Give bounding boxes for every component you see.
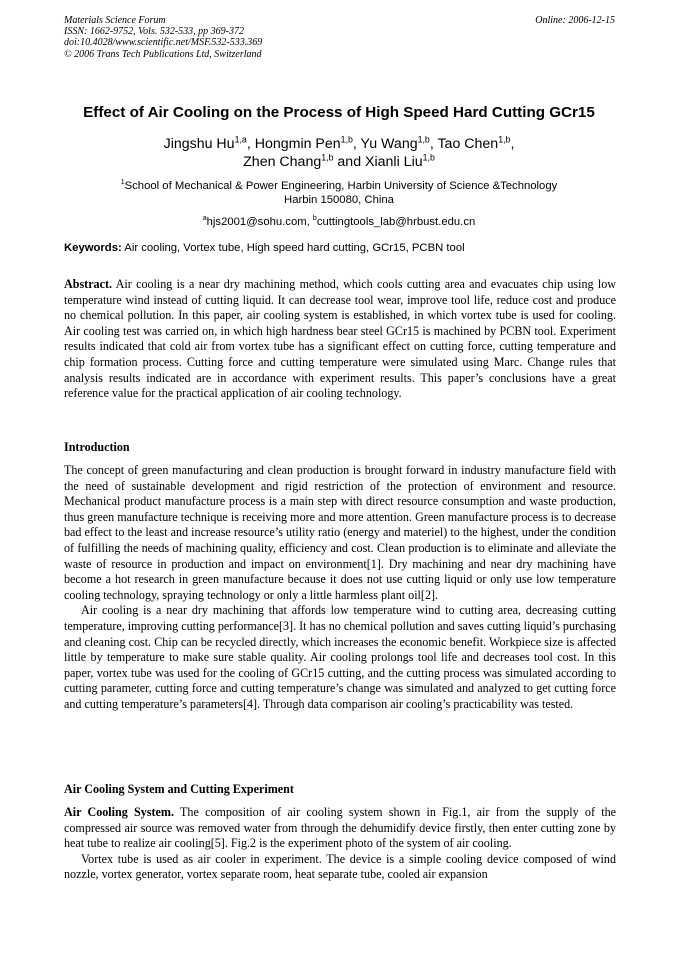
copyright-line: © 2006 Trans Tech Publications Ltd, Switzerland bbox=[64, 48, 262, 60]
author-affil-mark: 1,b bbox=[321, 152, 334, 163]
keywords-line bbox=[64, 242, 616, 254]
journal-name: Materials Science Forum bbox=[64, 15, 166, 26]
author-name: Xianli Liu bbox=[365, 154, 423, 170]
author-emails bbox=[0, 216, 678, 228]
air-cooling-paragraph-1: The composition of air cooling system shown in Fig.1, air from the supply of the compressed air source was removed water from through the dehumidify device firstly, then enter cutting zone by heat tube to realize air cooling[5]. Fig.2 is the experiment photo of the system of air cooling. bbox=[64, 805, 616, 851]
email-a-mark: a bbox=[202, 215, 207, 223]
author-name: Jingshu Hu bbox=[163, 136, 235, 152]
author-name: Yu Wang bbox=[360, 136, 418, 152]
intro-paragraph-2: Air cooling is a near dry machining that affords low temperature wind to cutting area, decreasing cutting temperature, improving cutting performance[3]. It has no chemical pollution and saves cutting liquid’s purchasing and cleaning cost. Chip can be recycled directly, which increases the economic benefit. Workpiece size is affected little by temperature to make sure stable quality. Air cooling prolongs tool life and decreases tool cost. In this paper, vortex tube was used for the cooling of GCr15 cutting, and the cutting process was simulated according to cutting parameter, cutting force and cutting temperature’s change was simulated and analyzed to get cutting force and cutting temperature’s parameters[4]. Through data comparison air cooling’s practicability was tested. bbox=[64, 603, 616, 711]
author-separator: , bbox=[352, 136, 361, 152]
email-b: cuttingtools_lab@hrbust.edu.cn bbox=[316, 216, 476, 228]
author-list bbox=[0, 135, 678, 171]
abstract-label: Abstract. bbox=[64, 277, 113, 291]
abstract-text: Air cooling is a near dry machining method, which cools cutting area and evacuates chip using low temperature wind instead of cutting liquid. It can decrease tool wear, improve tool life, reduce cost and produce no chemical pollution. In this paper, air cooling system is established, in which vortex tube is used for cooling. Air cooling test was carried on, in which high hardness bear steel GCr15 is machined by PCBN tool. Experiment results indicated that cold air from vortex tube has a significant effect on cutting force, cutting temperature and chip formation process. Cutting force and cutting temperature were simulated using Marc. Change rules that analysis results indicated are in accordance with experiment results. This paper’s conclusions have a great reference value for the practical application of air cooling technology. bbox=[64, 277, 616, 401]
keywords-label: Keywords: bbox=[64, 242, 122, 254]
intro-paragraph-1: The concept of green manufacturing and clean production is brought forward in industry manufacture field with the need of sustainable development and rigid restriction of the protection of environment and resource. Mechanical product manufacture process is a main step with direct resource consumption and waste production, thus green manufacture technique is receiving more and more attention. Green manufacture process is to decrease bad effect to the least and increase resource’s utility ratio (energy and materiel) to the highest, under the condition of fulfilling the needs of machining quality, efficiency and cost. Clean production is to eliminate and alleviate the waste of resource in production and impact on environment[1]. Dry machining and near dry machining have become a hot research in green manufacture because it does not use cutting liquid or only use low temperature cooling technology, spraying technology or only a little harmless plant oil[2]. bbox=[64, 463, 616, 602]
online-date: Online: 2006-12-15 bbox=[535, 15, 615, 26]
subsection-label: Air Cooling System. bbox=[64, 805, 175, 819]
author-affil-mark: 1,b bbox=[340, 134, 353, 145]
affil-line-2: Harbin 150080, China bbox=[284, 193, 394, 206]
affiliation bbox=[0, 180, 678, 207]
email-a: hjs2001@sohu.com, bbox=[206, 216, 313, 228]
abstract bbox=[64, 277, 616, 402]
author-name: Hongmin Pen bbox=[254, 136, 341, 152]
paper-title: Effect of Air Cooling on the Process of High Speed Hard Cutting GCr15 bbox=[83, 104, 595, 121]
air-cooling-paragraph-2: Vortex tube is used as air cooler in experiment. The device is a simple cooling device composed of wind nozzle, vortex generator, vortex separate room, heat separate tube, cooled air expansion bbox=[64, 851, 616, 882]
author-separator: , bbox=[510, 136, 515, 152]
author-affil-mark: 1,a bbox=[234, 134, 247, 145]
affil-mark: 1 bbox=[120, 179, 125, 187]
affil-line-1: School of Mechanical & Power Engineering, Harbin University of Science &Technology bbox=[124, 180, 558, 192]
introduction-body bbox=[64, 463, 616, 713]
issn-line: ISSN: 1662-9752, Vols. 532-533, pp 369-372 bbox=[64, 26, 244, 38]
doi-line: doi:10.4028/www.scientific.net/MSF.532-533.369 bbox=[64, 37, 263, 49]
section-heading-air-cooling: Air Cooling System and Cutting Experiment bbox=[64, 782, 294, 796]
keywords-text: Air cooling, Vortex tube, High speed hard cutting, GCr15, PCBN tool bbox=[121, 242, 465, 254]
author-name: Tao Chen bbox=[437, 136, 499, 152]
author-separator: , bbox=[246, 136, 255, 152]
journal-header bbox=[64, 15, 262, 60]
section-heading-introduction: Introduction bbox=[64, 440, 130, 454]
author-affil-mark: 1,b bbox=[417, 134, 430, 145]
author-affil-mark: 1,b bbox=[498, 134, 511, 145]
author-separator: and bbox=[333, 154, 366, 170]
email-b-mark: b bbox=[312, 215, 317, 223]
author-separator: , bbox=[429, 136, 438, 152]
author-affil-mark: 1,b bbox=[422, 152, 435, 163]
air-cooling-body bbox=[64, 805, 616, 883]
author-name: Zhen Chang bbox=[243, 154, 322, 170]
